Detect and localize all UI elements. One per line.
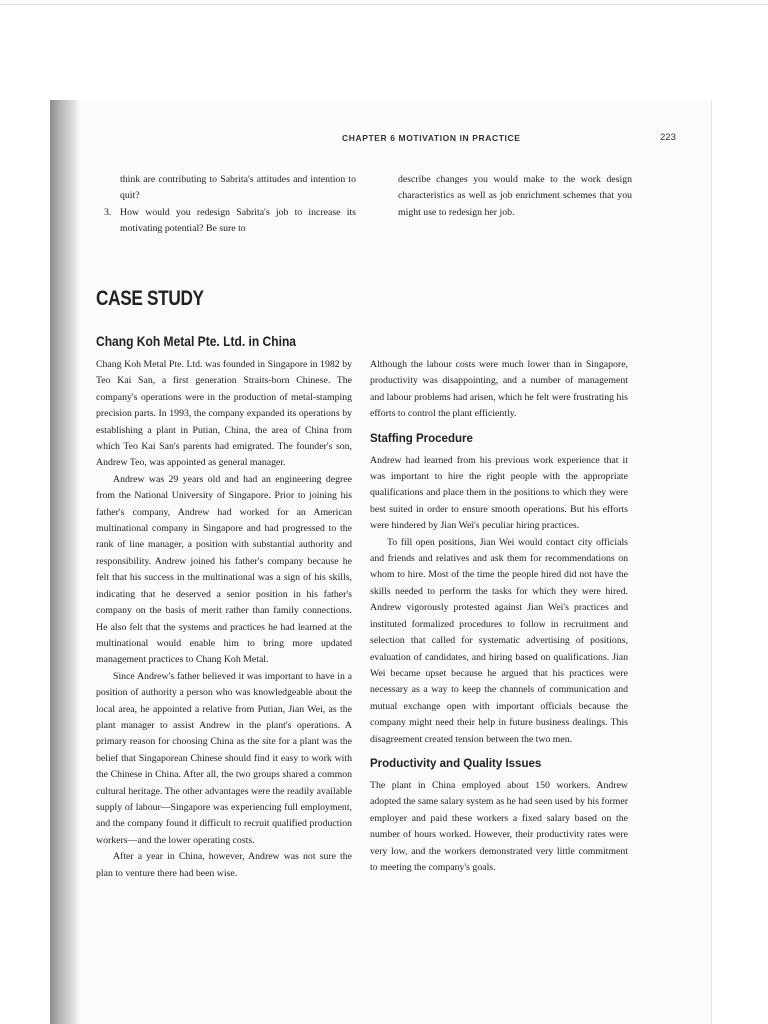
paragraph: Although the labour costs were much lower than in Singapore, productivity was disappointing, and a number of management and labour problems had arisen, which he felt were frustrating his efforts to control the plant efficiently.	[370, 359, 628, 420]
paragraph: Andrew had learned from his previous work experience that it was important to hire the right people with the appropriate qualifications and place them in the positions to which they were best suited in order to ensure smooth operations. But his efforts were hindered by Jian Wei's peculiar hiring practices.	[370, 454, 628, 532]
question-3-number: 3.	[104, 207, 112, 218]
page-number: 223	[660, 132, 676, 143]
section-heading-staffing: Staffing Procedure	[370, 432, 473, 445]
paragraph: Since Andrew's father believed it was important to have in a position of authority a person who was knowledgeable about the local area, he appointed a relative from Putian, Jian Wei, as the plant manager to assist Andrew in the plant's operations. A primary reason for choosing China as the site for a plant was the belief that Singaporean Chinese should find it easy to work with the Chinese in China. After all, the two groups shared a common cultural heritage. The other advantages were the readily available supply of labour—Singapore was experiencing full employment, and the company found it difficult to recruit qualified production workers—and the lower operating costs.	[96, 670, 352, 846]
top-rule	[0, 4, 768, 5]
right-column	[370, 357, 628, 876]
question-3-text: How would you redesign Sabrita's job to increase its motivating potential? Be sure to	[120, 207, 356, 235]
case-study-label: CASE STUDY	[96, 287, 204, 310]
question-3-continuation: describe changes you would make to the work design characteristics as well as job enrichment schemes that you might use to redesign her job.	[398, 174, 632, 218]
paragraph: Chang Koh Metal Pte. Ltd. was founded in Singapore in 1982 by Teo Kai San, a first generation Straits-born Chinese. The company's operations were in the production of metal-stamping precision parts. In 1993, the company expanded its operations by establishing a plant in Putian, China, the area of China from which Teo Kai San's parents had emigrated. The founder's son, Andrew Teo, was appointed as general manager.	[96, 359, 352, 469]
section-heading-productivity: Productivity and Quality Issues	[370, 757, 542, 770]
left-column	[96, 357, 352, 882]
running-header: CHAPTER 6 MOTIVATION IN PRACTICE	[342, 133, 521, 143]
paragraph: Andrew was 29 years old and had an engineering degree from the National University of Singapore. Prior to joining his father's company, Andrew had worked for an American multinational company in Singapore and had progressed to the rank of line manager, a position with substantial authority and responsibility. Andrew joined his father's company because he felt that his success in the multinational was a sign of his skills, indicating that he deserved a senior position in his father's company on the basis of merit rather than family connections. He also felt that the systems and practices he had learned at the multinational would enable him to bring more updated management practices to Chang Koh Metal.	[96, 473, 352, 666]
case-study-title: Chang Koh Metal Pte. Ltd. in China	[96, 333, 297, 349]
paragraph: After a year in China, however, Andrew was not sure the plan to venture there had been wise.	[96, 851, 352, 879]
question-2-continuation: think are contributing to Sabrita's attitudes and intention to quit?	[120, 174, 356, 202]
paragraph: To fill open positions, Jian Wei would contact city officials and friends and relatives and ask them for recommendations on whom to hire. Most of the time the people hired did not have the skills needed to perform the tasks for which they were hired. Andrew vigorously protested against Jian Wei's practices and instituted formalized procedures to follow in recruitment and selection that called for systematic advertising of positions, evaluation of candidates, and hiring based on qualifications. Jian Wei became upset because he argued that his practices were necessary as a way to keep the channels of communication and mutual exchange open with important officials because the company might need their help in future business dealings. This disagreement created tension between the two men.	[370, 536, 628, 745]
binding-shadow	[50, 100, 80, 1024]
paragraph: The plant in China employed about 150 workers. Andrew adopted the same salary system as he had seen used by his former employer and paid these workers a fixed salary based on the number of hours worked. However, their productivity rates were very low, and the workers demonstrated very little commitment to meeting the company's goals.	[370, 779, 628, 873]
